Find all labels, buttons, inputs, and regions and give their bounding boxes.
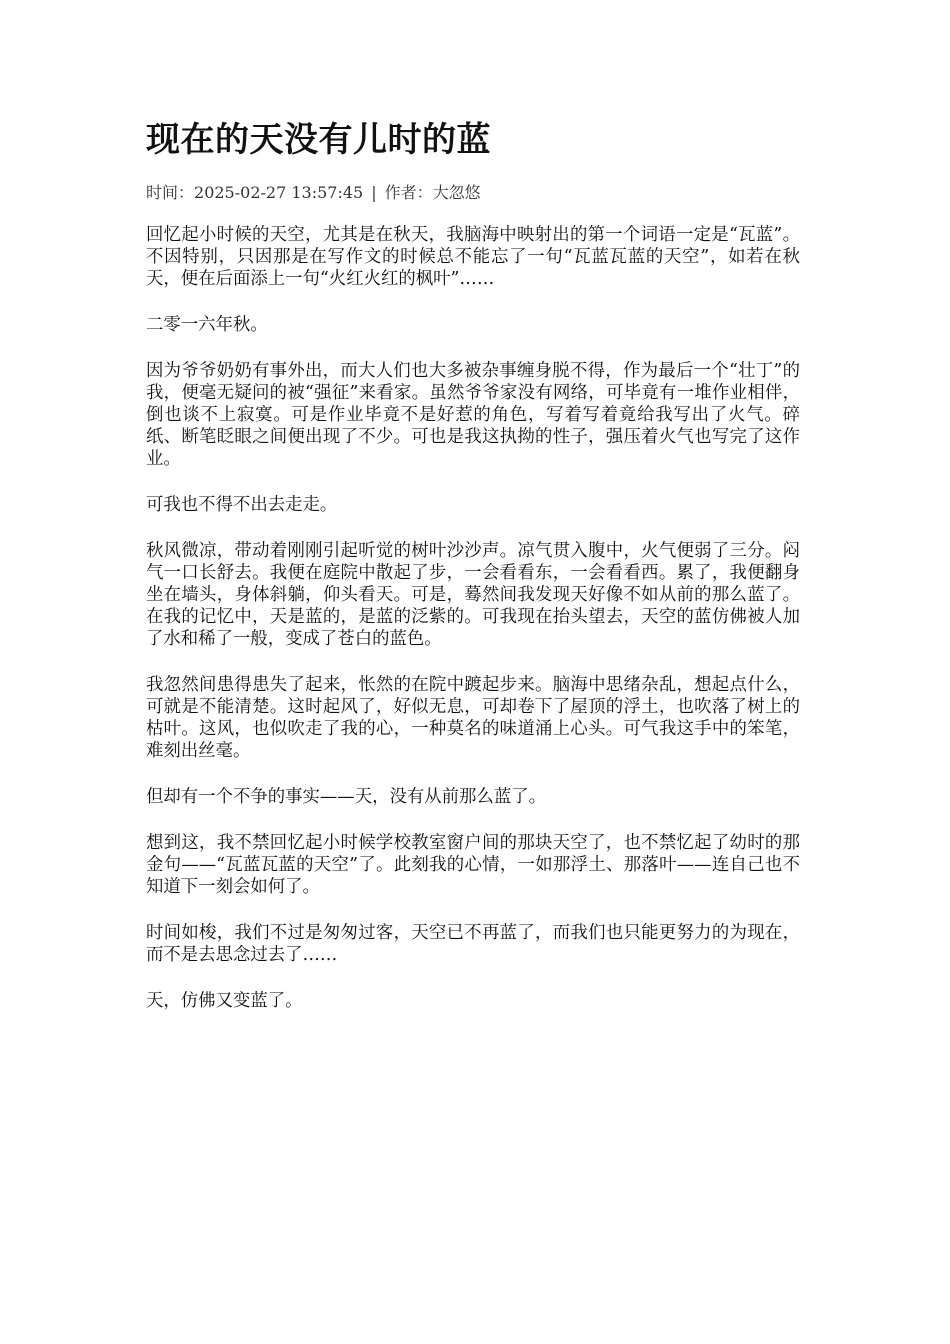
author-label: 作者： <box>384 183 433 202</box>
time-label: 时间： <box>146 183 195 202</box>
article-title: 现在的天没有儿时的蓝 <box>146 120 491 160</box>
paragraph: 回忆起小时候的天空，尤其是在秋天，我脑海中映射出的第一个词语一定是“瓦蓝”。不因特别，只因那是在写作文的时候总不能忘了一句“瓦蓝瓦蓝的天空”，如若在秋天，便在后面添上一句“火红火红的枫叶”…… <box>146 225 800 289</box>
paragraph: 想到这，我不禁回忆起小时候学校教室窗户间的那块天空了，也不禁忆起了幼时的那金句——“瓦蓝瓦蓝的天空”了。此刻我的心情，一如那浮土、那落叶——连自己也不知道下一刻会如何了。 <box>146 833 800 897</box>
article-meta <box>146 182 800 204</box>
paragraph: 因为爷爷奶奶有事外出，而大人们也大多被杂事缠身脱不得，作为最后一个“壮丁”的我，便毫无疑问的被“强征”来看家。虽然爷爷家没有网络，可毕竟有一堆作业相伴，倒也谈不上寂寞。可是作业毕竟不是好惹的角色，写着写着竟给我写出了火气。碎纸、断笔眨眼之间便出现了不少。可也是我这执拗的性子，强压着火气也写完了这作业。 <box>146 361 800 469</box>
meta-separator: | <box>371 183 377 202</box>
paragraph: 时间如梭，我们不过是匆匆过客，天空已不再蓝了，而我们也只能更努力的为现在，而不是去思念过去了…… <box>146 923 800 965</box>
paragraph: 二零一六年秋。 <box>146 315 268 335</box>
paragraph: 但却有一个不争的事实——天，没有从前那么蓝了。 <box>146 787 546 807</box>
article <box>146 112 800 1036</box>
article-body <box>146 224 800 1012</box>
paragraph: 秋风微凉，带动着刚刚引起听觉的树叶沙沙声。凉气贯入腹中，火气便弱了三分。闷气一口长舒去。我便在庭院中散起了步，一会看看东，一会看看西。累了，我便翻身坐在墙头，身体斜躺，仰头看天。可是，蓦然间我发现天好像不如从前的那么蓝了。在我的记忆中，天是蓝的，是蓝的泛紫的。可我现在抬头望去，天空的蓝仿佛被人加了水和稀了一般，变成了苍白的蓝色。 <box>146 541 800 649</box>
paragraph: 天，仿佛又变蓝了。 <box>146 991 303 1011</box>
publish-time: 2025-02-27 13:57:45 <box>194 183 364 202</box>
paragraph: 可我也不得不出去走走。 <box>146 495 338 515</box>
paragraph: 我忽然间患得患失了起来，怅然的在院中踱起步来。脑海中思绪杂乱，想起点什么，可就是不能清楚。这时起风了，好似无息，可却卷下了屋顶的浮土，也吹落了树上的枯叶。这风，也似吹走了我的心，一种莫名的味道涌上心头。可气我这手中的笨笔，难刻出丝毫。 <box>146 675 800 761</box>
author-name: 大忽悠 <box>432 183 481 202</box>
